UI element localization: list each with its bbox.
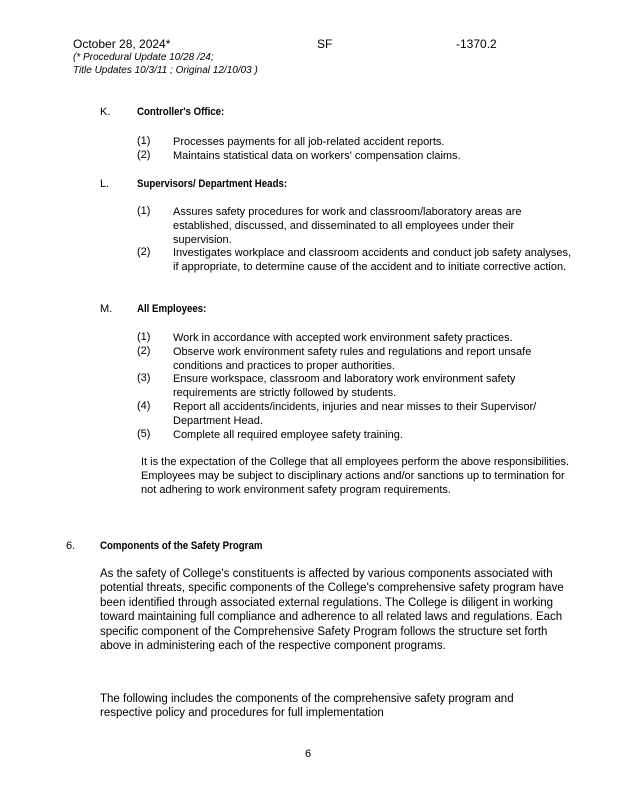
section-m-closing: It is the expectation of the College that all employees perform the above responsibilities. Employees may be subject to disciplinary actions and/or sanctions up to termination for not adhering to work environment safety program requirements. [141,456,570,497]
list-item-text: Work in accordance with accepted work environment safety practices. [173,332,513,344]
section-m-title: All Employees: [137,303,207,315]
list-item-text: Processes payments for all job-related accident reports. [173,136,445,148]
header-note-line2: Title Updates 10/3/11 ; Original 12/10/03 ) [73,65,258,76]
list-item-text: Report all accidents/incidents, injuries and near misses to their Supervisor/ Department Head. [173,401,537,427]
section-l-title: Supervisors/ Department Heads: [137,178,288,190]
section-l-letter: L. [100,178,110,190]
list-item-text: Investigates workplace and classroom accidents and conduct job safety analyses, if appropriate, to determine cause of the accident and to initiate corrective action. [173,247,572,273]
section-6-paragraph-2: The following includes the components of the comprehensive safety program and respective policy and procedures for full implementation [100,693,514,720]
header-date: October 28, 2024* [73,37,171,51]
list-item-number: (2) [137,149,151,161]
list-item-text: Assures safety procedures for work and classroom/laboratory areas are established, discussed, and disseminated to all employees under their supervision. [173,206,522,246]
header-number: -1370.2 [456,37,497,51]
list-item-number: (1) [137,331,151,343]
section-6-number: 6. [66,540,76,552]
list-item-number: (1) [137,135,151,147]
section-k-title: Controller's Office: [137,106,225,118]
list-item-text: Maintains statistical data on workers' compensation claims. [173,150,461,162]
section-k-letter: K. [100,106,111,118]
list-item-text: Observe work environment safety rules and regulations and report unsafe conditions and practices to proper authorities. [173,346,532,372]
header-code: SF [317,37,333,51]
list-item-number: (1) [137,205,151,217]
list-item-number: (2) [137,345,151,357]
list-item-text: Ensure workspace, classroom and laboratory work environment safety requirements are strictly followed by students. [173,373,516,399]
page-number: 6 [305,748,312,760]
list-item-number: (5) [137,428,151,440]
header-note-line1: (* Procedural Update 10/28 /24; [73,52,214,63]
list-item-number: (2) [137,246,151,258]
section-6-paragraph-1: As the safety of College's constituents is affected by various components associated with potential threats, specific components of the College's comprehensive safety program have been identified through associated external regulations. The College is diligent in working toward maintaining full compliance and adherence to all related laws and regulations. Each specific component of the Comprehensive Safety Program follows the structure set forth above in administering each of the respective component programs. [100,568,564,653]
list-item-text: Complete all required employee safety training. [173,429,403,441]
list-item-number: (3) [137,372,151,384]
section-6-title: Components of the Safety Program [100,540,263,552]
list-item-number: (4) [137,400,151,412]
section-m-letter: M. [100,303,113,315]
